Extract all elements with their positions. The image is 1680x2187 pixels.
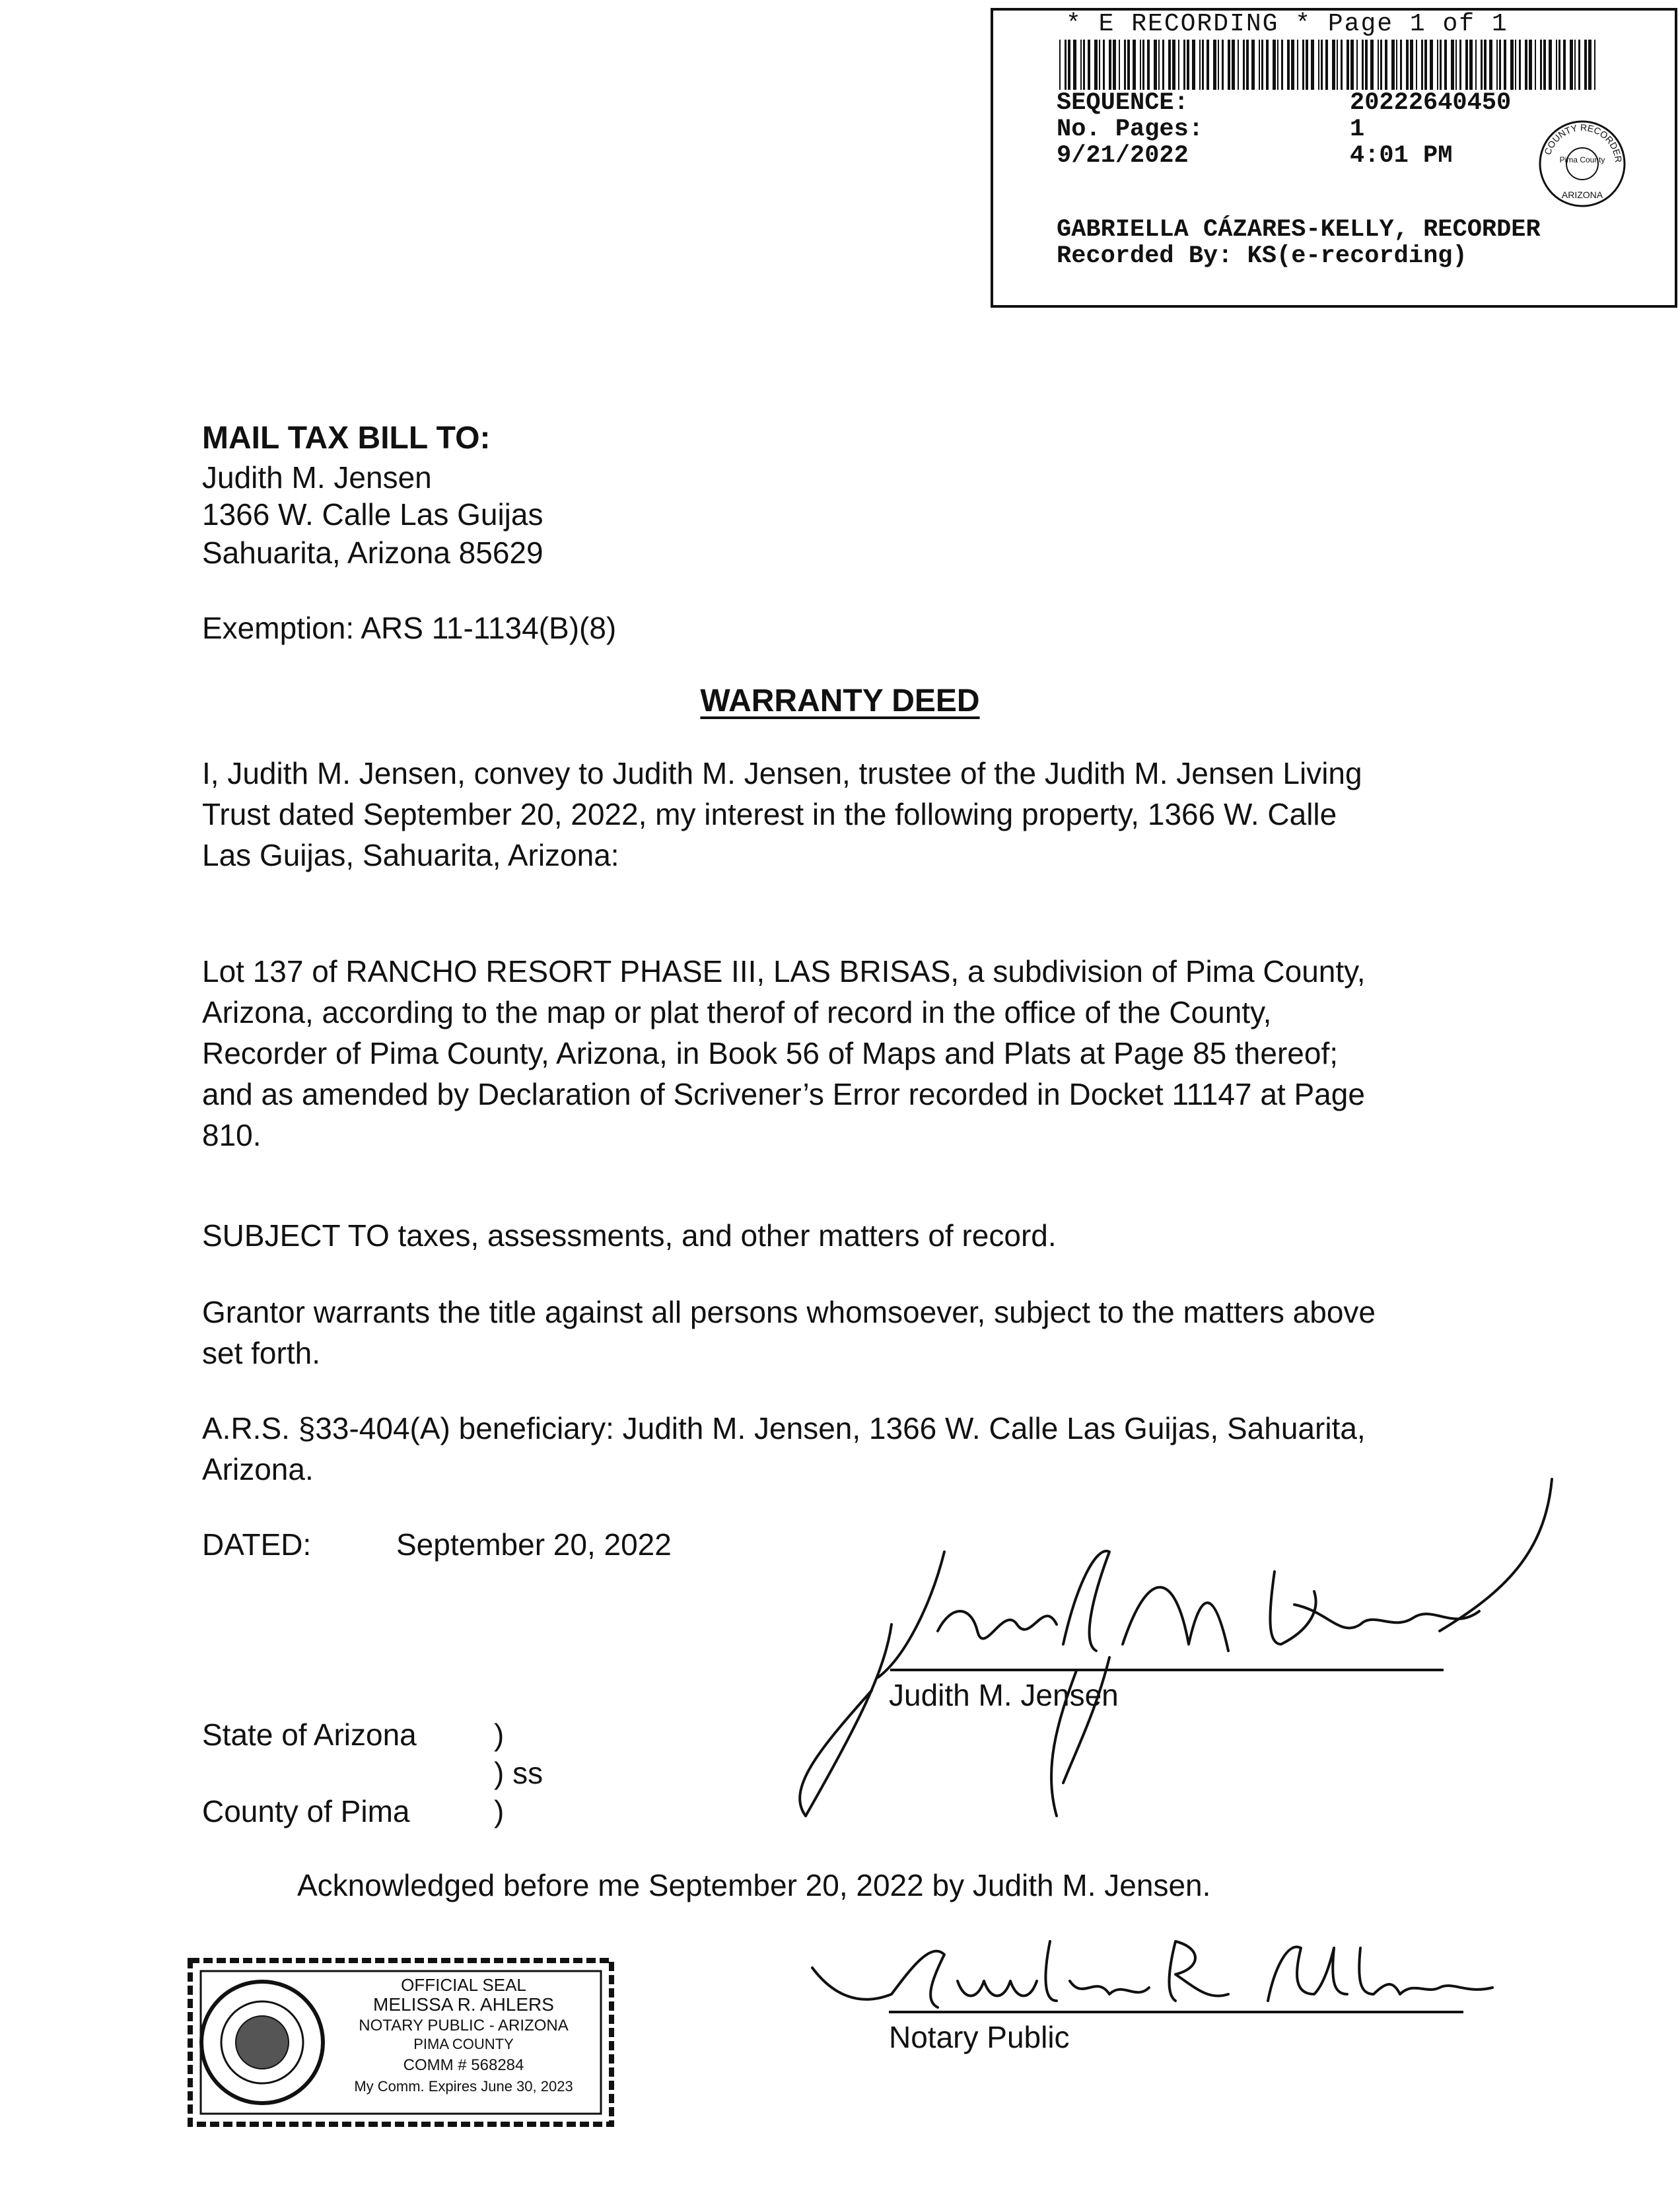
barcode-bar bbox=[1437, 40, 1438, 90]
barcode-bar bbox=[1154, 40, 1157, 90]
venue-ss: ) ss bbox=[494, 1756, 543, 1790]
signature-line bbox=[890, 1669, 1444, 1671]
acknowledgment: Acknowledged before me September 20, 2022 by Judith M. Jensen. bbox=[297, 1868, 1211, 1902]
barcode-bar bbox=[1109, 40, 1111, 90]
barcode-bar bbox=[1378, 40, 1379, 90]
barcode-bar bbox=[1277, 40, 1278, 90]
barcode-bar bbox=[1350, 40, 1354, 90]
barcode-bar bbox=[1142, 40, 1144, 90]
barcode-bar bbox=[1207, 40, 1209, 90]
barcode-bar bbox=[1430, 40, 1433, 90]
barcode-bar bbox=[1080, 40, 1082, 90]
sequence-label: SEQUENCE: bbox=[1057, 89, 1189, 117]
barcode-bar bbox=[1475, 40, 1477, 90]
barcode-bar bbox=[1099, 40, 1100, 90]
barcode-bar bbox=[1251, 40, 1255, 90]
barcode-bar bbox=[1281, 40, 1283, 90]
recording-stamp bbox=[991, 8, 1677, 308]
barcode-bar bbox=[1228, 40, 1230, 90]
barcode-bar bbox=[1127, 40, 1130, 90]
barcode-bar bbox=[1232, 40, 1235, 90]
barcode-bar bbox=[1424, 40, 1427, 90]
barcode-bar bbox=[1246, 40, 1249, 90]
recorder-name: GABRIELLA CÁZARES-KELLY, RECORDER bbox=[1057, 216, 1541, 244]
barcode-bar bbox=[1119, 40, 1120, 90]
barcode-bar bbox=[1140, 40, 1141, 90]
record-time: 4:01 PM bbox=[1350, 142, 1453, 170]
legal-line-5: 810. bbox=[202, 1118, 262, 1152]
barcode-bar bbox=[1391, 40, 1395, 90]
barcode-bar bbox=[1321, 40, 1323, 90]
warrant-line-2: set forth. bbox=[202, 1336, 320, 1370]
barcode-bar bbox=[1440, 40, 1442, 90]
venue-paren-1: ) bbox=[494, 1718, 505, 1752]
barcode-bar bbox=[1489, 40, 1492, 90]
seal-top-text: COUNTY RECORDER bbox=[1542, 122, 1625, 164]
barcode-bar bbox=[1088, 40, 1090, 90]
barcode-bar bbox=[1094, 40, 1098, 90]
seal-bottom-text: ARIZONA bbox=[1561, 190, 1603, 200]
barcode-bar bbox=[1133, 40, 1136, 90]
document-title: WARRANTY DEED bbox=[700, 683, 980, 718]
barcode-bar bbox=[1365, 40, 1368, 90]
record-date: 9/21/2022 bbox=[1057, 142, 1189, 170]
barcode-bar bbox=[1416, 40, 1417, 90]
barcode-bar bbox=[1183, 40, 1185, 90]
barcode-bar bbox=[1406, 40, 1409, 90]
mail-city: Sahuarita, Arizona 85629 bbox=[202, 536, 543, 570]
warrant-line-1: Grantor warrants the title against all persons whomsoever, subject to the matters above bbox=[202, 1295, 1376, 1329]
notary-seal-line-5: COMM # 568284 bbox=[403, 2056, 524, 2074]
barcode-bar bbox=[1341, 40, 1343, 90]
notary-seal-line-6: My Comm. Expires June 30, 2023 bbox=[354, 2078, 573, 2095]
barcode-bar bbox=[1158, 40, 1160, 90]
barcode-bar bbox=[1302, 40, 1304, 90]
notary-signature-line bbox=[889, 2011, 1463, 2013]
barcode-bar bbox=[1444, 40, 1447, 90]
barcode-bar bbox=[1594, 40, 1595, 90]
notary-seal-line-1: OFFICIAL SEAL bbox=[401, 1975, 526, 1995]
barcode-bar bbox=[1172, 40, 1175, 90]
barcode-bar bbox=[1396, 40, 1397, 90]
exemption: Exemption: ARS 11-1134(B)(8) bbox=[202, 611, 617, 645]
conveyance-line-3: Las Guijas, Sahuarita, Arizona: bbox=[202, 838, 619, 872]
barcode-bar bbox=[1347, 40, 1349, 90]
barcode-bar bbox=[1311, 40, 1314, 90]
barcode-bar bbox=[1570, 40, 1573, 90]
barcode-bar bbox=[1410, 40, 1413, 90]
barcode-bar bbox=[1543, 40, 1546, 90]
barcode-bar bbox=[1147, 40, 1150, 90]
barcode-bar bbox=[1563, 40, 1566, 90]
barcode-bar bbox=[1525, 40, 1527, 90]
barcode-bar bbox=[1362, 40, 1364, 90]
barcode-bar bbox=[1385, 40, 1387, 90]
barcode-bar bbox=[1459, 40, 1461, 90]
county-recorder-seal bbox=[1536, 118, 1628, 210]
barcode-bar bbox=[1356, 40, 1358, 90]
mail-tax-heading: MAIL TAX BILL TO: bbox=[202, 421, 491, 456]
barcode-bar bbox=[1259, 40, 1260, 90]
barcode-bar bbox=[1535, 40, 1536, 90]
recorded-by: Recorded By: KS(e-recording) bbox=[1057, 242, 1467, 270]
barcode-bar bbox=[1291, 40, 1294, 90]
subject-to: SUBJECT TO taxes, assessments, and other matters of record. bbox=[202, 1218, 1057, 1253]
barcode bbox=[1059, 40, 1601, 90]
grantor-signature bbox=[779, 1473, 1605, 1842]
venue-county: County of Pima bbox=[202, 1794, 410, 1828]
legal-line-3: Recorder of Pima County, Arizona, in Book 56 of Maps and Plats at Page 85 thereof; bbox=[202, 1036, 1339, 1070]
barcode-bar bbox=[1578, 40, 1580, 90]
barcode-bar bbox=[1218, 40, 1219, 90]
barcode-bar bbox=[1213, 40, 1216, 90]
barcode-bar bbox=[1455, 40, 1457, 90]
barcode-bar bbox=[1584, 40, 1587, 90]
barcode-bar bbox=[1222, 40, 1224, 90]
barcode-bar bbox=[1504, 40, 1506, 90]
notary-public-label: Notary Public bbox=[889, 2020, 1070, 2054]
barcode-bar bbox=[1556, 40, 1557, 90]
barcode-bar bbox=[1380, 40, 1382, 90]
legal-line-4: and as amended by Declaration of Scrivener’s Error recorded in Docket 11147 at Page bbox=[202, 1077, 1365, 1111]
barcode-bar bbox=[1549, 40, 1552, 90]
legal-line-1: Lot 137 of RANCHO RESORT PHASE III, LAS BRISAS, a subdivision of Pima County, bbox=[202, 954, 1366, 989]
barcode-bar bbox=[1558, 40, 1560, 90]
barcode-bar bbox=[1287, 40, 1290, 90]
barcode-bar bbox=[1187, 40, 1189, 90]
barcode-bar bbox=[1465, 40, 1468, 90]
barcode-bar bbox=[1481, 40, 1483, 90]
barcode-bar bbox=[1529, 40, 1532, 90]
barcode-bar bbox=[1192, 40, 1195, 90]
barcode-bar bbox=[1083, 40, 1085, 90]
sequence-value: 20222640450 bbox=[1350, 89, 1512, 117]
barcode-bar bbox=[1515, 40, 1516, 90]
dated-label: DATED: bbox=[202, 1527, 312, 1562]
barcode-bar bbox=[1238, 40, 1239, 90]
notary-seal bbox=[186, 1957, 615, 2128]
pages-label: No. Pages: bbox=[1057, 116, 1204, 143]
barcode-bar bbox=[1574, 40, 1576, 90]
barcode-bar bbox=[1306, 40, 1308, 90]
venue-paren-2: ) bbox=[494, 1794, 505, 1828]
barcode-bar bbox=[1519, 40, 1521, 90]
barcode-bar bbox=[1318, 40, 1319, 90]
mail-name: Judith M. Jensen bbox=[202, 460, 432, 495]
barcode-bar bbox=[1499, 40, 1501, 90]
mail-street: 1366 W. Calle Las Guijas bbox=[202, 497, 543, 532]
signer-name: Judith M. Jensen bbox=[889, 1678, 1119, 1712]
barcode-bar bbox=[1103, 40, 1105, 90]
barcode-bar bbox=[1202, 40, 1204, 90]
barcode-bar bbox=[1168, 40, 1171, 90]
legal-line-2: Arizona, according to the map or plat therof of record in the office of the County, bbox=[202, 995, 1272, 1029]
barcode-bar bbox=[1266, 40, 1269, 90]
barcode-bar bbox=[1484, 40, 1487, 90]
barcode-bar bbox=[1199, 40, 1201, 90]
barcode-bar bbox=[1540, 40, 1542, 90]
barcode-bar bbox=[1059, 40, 1061, 90]
barcode-bar bbox=[1510, 40, 1514, 90]
barcode-bar bbox=[1496, 40, 1498, 90]
barcode-bar bbox=[1162, 40, 1164, 90]
barcode-bar bbox=[1124, 40, 1126, 90]
barcode-bar bbox=[1421, 40, 1423, 90]
barcode-bar bbox=[1178, 40, 1179, 90]
beneficiary-line-1: A.R.S. §33-404(A) beneficiary: Judith M. Jensen, 1366 W. Calle Las Guijas, Sahuarita, bbox=[202, 1411, 1366, 1445]
barcode-bar bbox=[1451, 40, 1454, 90]
notary-seal-line-4: PIMA COUNTY bbox=[413, 2036, 514, 2052]
notary-signature bbox=[806, 1928, 1532, 2021]
conveyance-line-1: I, Judith M. Jensen, convey to Judith M. Jensen, trustee of the Judith M. Jensen Living bbox=[202, 756, 1362, 790]
barcode-bar bbox=[1370, 40, 1374, 90]
notary-seal-line-3: NOTARY PUBLIC - ARIZONA bbox=[359, 2017, 569, 2034]
conveyance-line-2: Trust dated September 20, 2022, my interest in the following property, 1366 W. Calle bbox=[202, 797, 1337, 831]
barcode-bar bbox=[1469, 40, 1473, 90]
recording-header: * E RECORDING * Page 1 of 1 bbox=[1066, 10, 1508, 38]
barcode-bar bbox=[1113, 40, 1116, 90]
venue-state: State of Arizona bbox=[202, 1718, 417, 1752]
barcode-bar bbox=[1332, 40, 1335, 90]
barcode-bar bbox=[1065, 40, 1067, 90]
beneficiary-line-2: Arizona. bbox=[202, 1452, 314, 1486]
barcode-bar bbox=[1337, 40, 1338, 90]
barcode-bar bbox=[1261, 40, 1263, 90]
notary-seal-line-2: MELISSA R. AHLERS bbox=[373, 1994, 554, 2015]
barcode-bar bbox=[1073, 40, 1076, 90]
barcode-bar bbox=[1068, 40, 1070, 90]
barcode-bar bbox=[1588, 40, 1592, 90]
dated-value: September 20, 2022 bbox=[396, 1527, 672, 1562]
seal-mid-text: Pima County bbox=[1559, 155, 1605, 164]
barcode-bar bbox=[1273, 40, 1276, 90]
barcode-bar bbox=[1400, 40, 1402, 90]
pages-value: 1 bbox=[1350, 116, 1365, 143]
barcode-bar bbox=[1243, 40, 1245, 90]
barcode-bar bbox=[1297, 40, 1298, 90]
barcode-bar bbox=[1325, 40, 1328, 90]
